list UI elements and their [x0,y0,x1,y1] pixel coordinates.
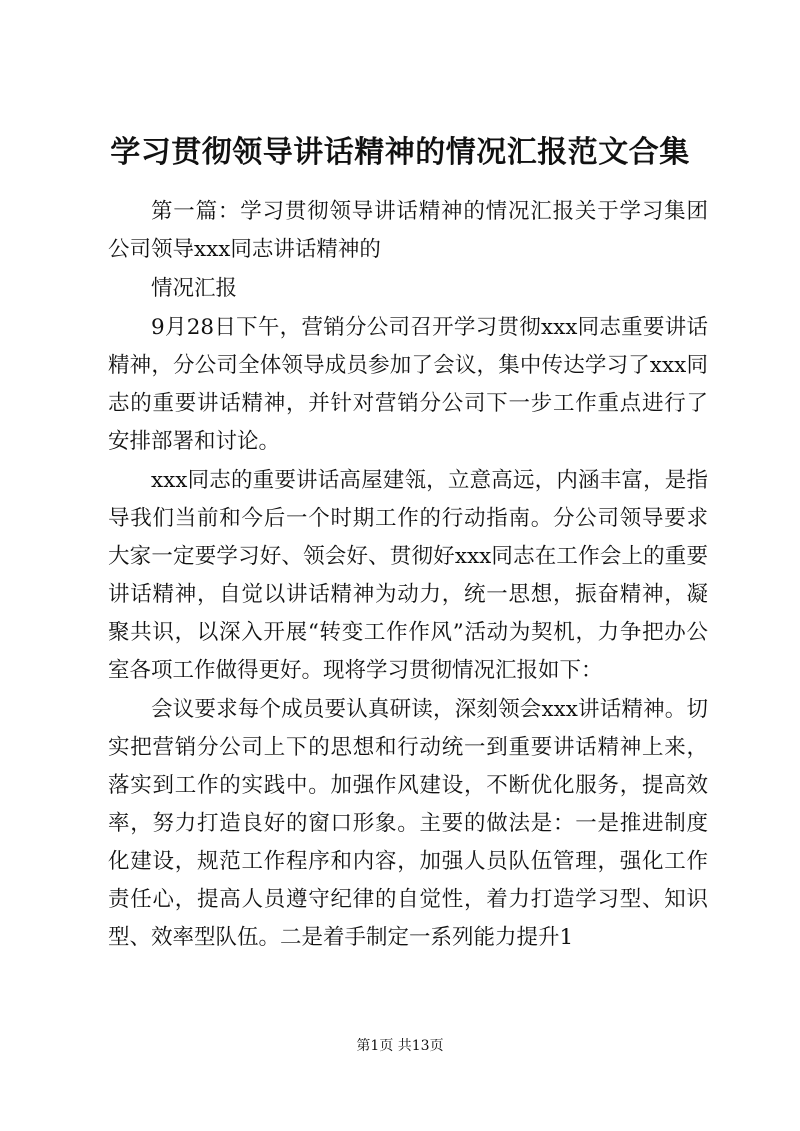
page-number-footer: 第1页 共13页 [356,1038,444,1054]
paragraph-5: 会议要求每个成员要认真研读，深刻领会xxx讲话精神。切实把营销分公司上下的思想和行动统一到重要讲话精神上来，落实到工作的实践中。加强作风建设，不断优化服务，提高效率，努力打造良好的窗口形象。主要的做法是：一是推进制度化建设，规范工作程序和内容，加强人员队伍管理，强化工作责任心，提高人员遵守纪律的自觉性，着力打造学习型、知识型、效率型队伍。二是着手制定一系列能力提升1 [108,697,708,950]
paragraph-3: 9月28日下午，营销分公司召开学习贯彻xxx同志重要讲话精神，分公司全体领导成员参加了会议，集中传达学习了xxx同志的重要讲话精神，并针对营销分公司下一步工作重点进行了安排部署和讨论。 [108,315,708,454]
document-body [108,193,708,957]
paragraph-4: xxx同志的重要讲话高屋建瓴，立意高远，内涵丰富，是指导我们当前和今后一个时期工作的行动指南。分公司领导要求大家一定要学习好、领会好、贯彻好xxx同志在工作会上的重要讲话精神，自觉以讲话精神为动力，统一思想，振奋精神，凝聚共识，以深入开展“转变工作作风”活动为契机，力争把办公室各项工作做得更好。现将学习贯彻情况汇报如下： [108,468,708,683]
paragraph-2: 情况汇报 [151,276,238,301]
document-title: 学习贯彻领导讲话精神的情况汇报范文合集 [110,135,690,170]
paragraph-1: 第一篇：学习贯彻领导讲话精神的情况汇报关于学习集团公司领导xxx同志讲话精神的 [108,199,708,262]
